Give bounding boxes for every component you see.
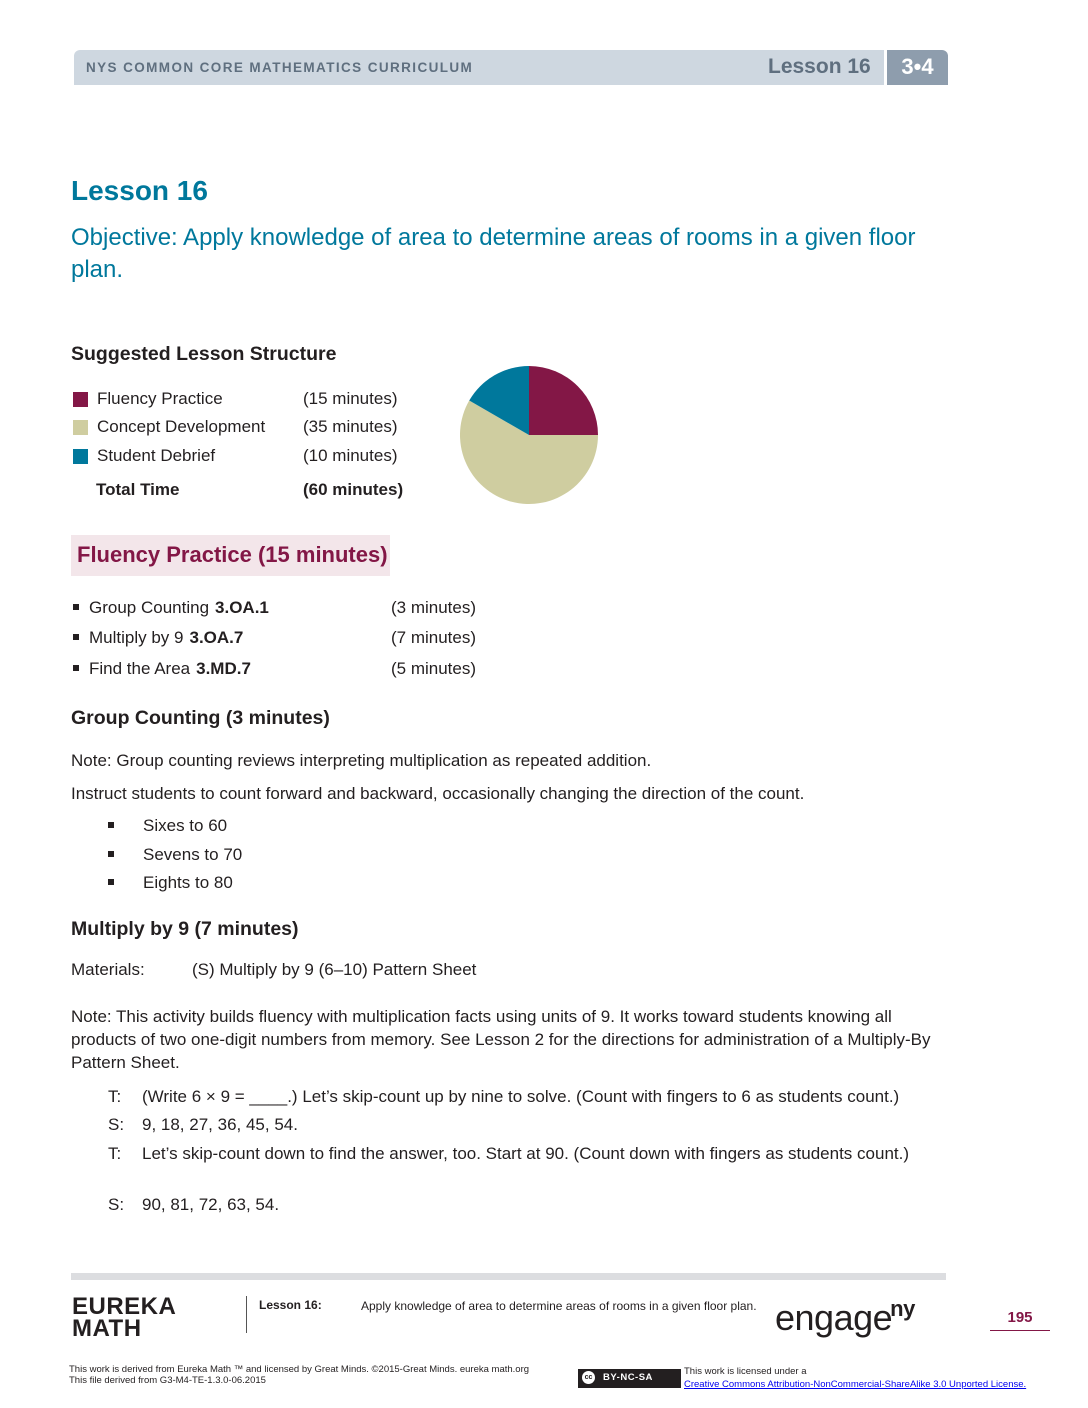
structure-minutes: (15 minutes): [303, 389, 398, 408]
cc-badge-text: BY-NC-SA: [603, 1372, 653, 1383]
pie-slice-fluency-practice: [529, 366, 598, 435]
multiply9-note: Note: This activity builds fluency with multiplication facts using units of 9. It works toward students knowing all products of two one-digit numbers from memory. See Lesson 2 for the directions for administration of a Multiply-By Pattern Sheet.: [71, 1007, 931, 1072]
bullet-icon: [108, 822, 114, 828]
fluency-item-minutes: (3 minutes): [391, 598, 477, 617]
footer-lesson-description: Apply knowledge of area to determine areas of rooms in a given floor plan.: [361, 1299, 757, 1313]
header-lesson: Lesson 16: [768, 55, 871, 78]
bullet-icon: [73, 604, 79, 610]
structure-label: Fluency Practice: [97, 389, 223, 408]
structure-label: Concept Development: [97, 417, 266, 436]
fluency-item-standard: 3.OA.7: [189, 628, 244, 647]
group-counting-heading: Group Counting (3 minutes): [71, 707, 330, 729]
dialogue-speaker: S:: [108, 1195, 125, 1214]
cc-license-badge: [578, 1369, 681, 1388]
legend-swatch: [73, 449, 88, 464]
engage-text: engage: [775, 1297, 893, 1338]
total-minutes: (60 minutes): [303, 480, 404, 499]
group-counting-instruct: Instruct students to count forward and backward, occasionally changing the direction of the count.: [71, 784, 805, 803]
dialogue-text: 90, 81, 72, 63, 54.: [142, 1195, 280, 1214]
page-number-rule: [990, 1330, 1050, 1331]
dialogue-speaker: T:: [108, 1087, 122, 1106]
dialogue-text: (Write 6 × 9 = ____.) Let’s skip-count up by nine to solve. (Count with fingers to 6 as students count.): [142, 1087, 900, 1106]
grade-module: 3•4: [901, 54, 934, 79]
counting-item-text: Eights to 80: [143, 873, 233, 892]
footer-divider: [246, 1296, 247, 1333]
license-link[interactable]: Creative Commons Attribution-NonCommercial-ShareAlike 3.0 Unported License.: [684, 1379, 1027, 1390]
engageny-logo: [775, 1296, 915, 1339]
fluency-item-standard: 3.OA.1: [215, 598, 269, 617]
dialogue-text: Let’s skip-count down to find the answer, too. Start at 90. (Count down with fingers as students count.): [142, 1144, 910, 1163]
total-label: Total Time: [96, 480, 180, 499]
credit-line: This work is derived from Eureka Math ™ and licensed by Great Minds. ©2015-Great Minds. eureka math.org: [69, 1364, 530, 1375]
license-text: This work is licensed under a: [684, 1366, 807, 1377]
materials-value: (S) Multiply by 9 (6–10) Pattern Sheet: [192, 960, 477, 979]
fluency-item-minutes: (5 minutes): [391, 659, 477, 678]
bullet-icon: [73, 665, 79, 671]
fluency-item-name: Find the Area: [89, 659, 191, 678]
counting-item-text: Sixes to 60: [143, 816, 228, 835]
logo-line: MATH: [72, 1315, 142, 1342]
fluency-heading: Fluency Practice (15 minutes): [77, 542, 388, 567]
dialogue-speaker: T:: [108, 1144, 122, 1163]
multiply9-heading: Multiply by 9 (7 minutes): [71, 918, 299, 940]
legend-swatch: [73, 392, 88, 407]
bullet-icon: [73, 634, 79, 640]
footer-credit: [69, 1364, 529, 1386]
structure-minutes: (35 minutes): [303, 417, 398, 436]
logo-line: EUREKA: [72, 1293, 177, 1320]
engage-sup: ny: [890, 1296, 915, 1321]
group-counting-note: Note: Group counting reviews interpreting multiplication as repeated addition.: [71, 751, 652, 770]
fluency-item-standard: 3.MD.7: [196, 659, 251, 678]
materials-label: Materials:: [71, 960, 145, 979]
objective: Objective: Apply knowledge of area to determine areas of rooms in a given floor plan.: [71, 224, 916, 283]
bullet-icon: [108, 879, 114, 885]
structure-minutes: (10 minutes): [303, 446, 398, 465]
counting-item-text: Sevens to 70: [143, 845, 243, 864]
page-number: 195: [1007, 1309, 1033, 1326]
bullet-icon: [108, 851, 114, 857]
lesson-structure-pie-chart: [458, 364, 600, 506]
curriculum-title: NYS COMMON CORE MATHEMATICS CURRICULUM: [86, 60, 474, 75]
fluency-item-minutes: (7 minutes): [391, 628, 477, 647]
dialogue-speaker: S:: [108, 1115, 125, 1134]
credit-line: This file derived from G3-M4-TE-1.3.0-06.2015: [69, 1375, 266, 1386]
cc-icon: cc: [582, 1371, 595, 1384]
footer-rule: [71, 1273, 946, 1280]
legend-swatch: [73, 420, 88, 435]
fluency-item-name: Multiply by 9: [89, 628, 184, 647]
lesson-title: Lesson 16: [71, 175, 208, 206]
structure-label: Student Debrief: [97, 446, 216, 465]
fluency-item-name: Group Counting: [89, 598, 210, 617]
footer-lesson-label: Lesson 16:: [259, 1298, 322, 1312]
structure-heading: Suggested Lesson Structure: [71, 343, 337, 365]
eureka-math-logo: [72, 1293, 177, 1342]
dialogue-text: 9, 18, 27, 36, 45, 54.: [142, 1115, 298, 1134]
